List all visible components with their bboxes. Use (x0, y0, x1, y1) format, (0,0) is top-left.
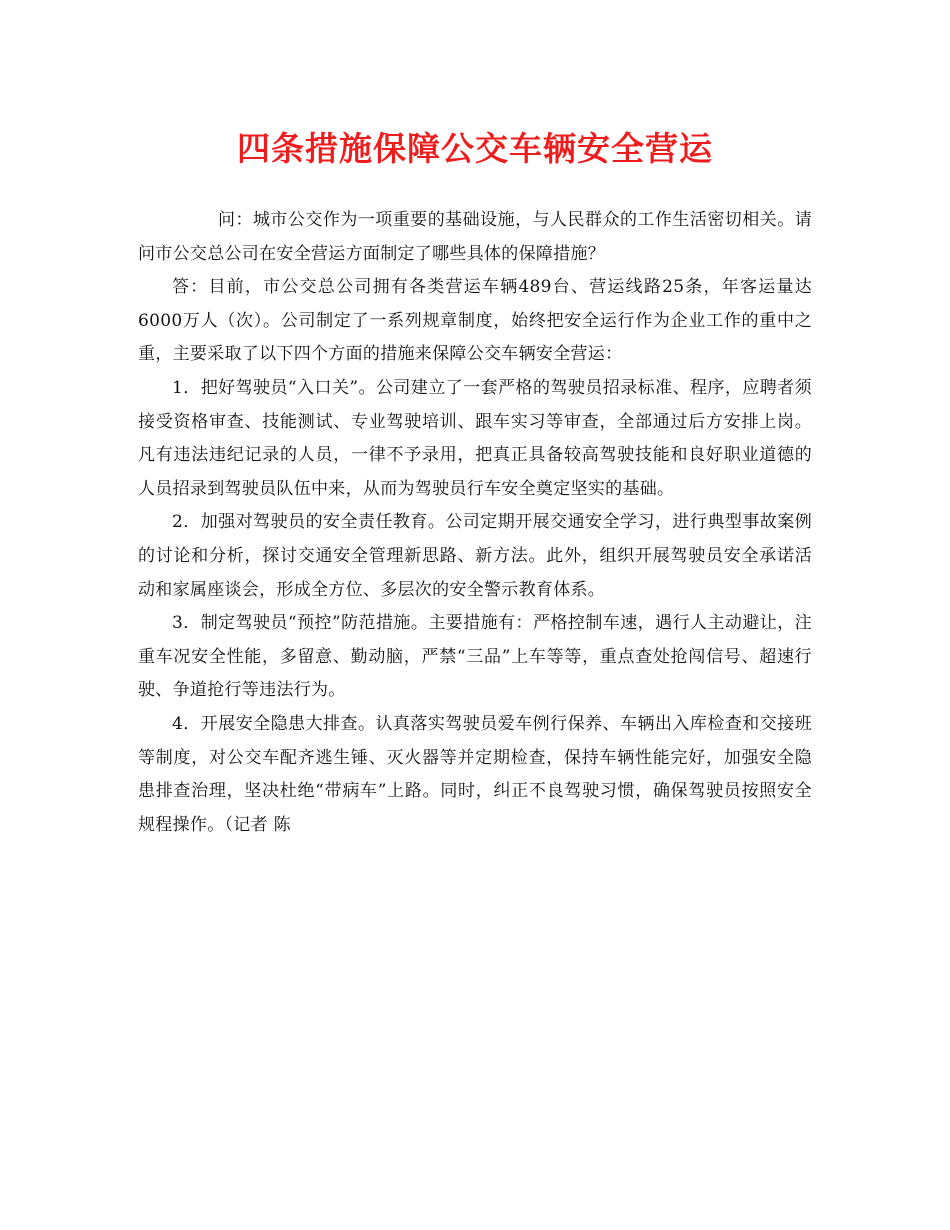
measure-2-paragraph: 2．加强对驾驶员的安全责任教育。公司定期开展交通安全学习，进行典型事故案例的讨论和分析，探讨交通安全管理新思路、新方法。此外，组织开展驾驶员安全承诺活动和家属座谈会，形成全方位、多层次的安全警示教育体系。 (138, 512, 812, 600)
document-title: 四条措施保障公交车辆安全营运 (237, 129, 713, 168)
question-paragraph: 问：城市公交作为一项重要的基础设施，与人民群众的工作生活密切相关。请问市公交总公司在安全营运方面制定了哪些具体的保障措施？ (138, 210, 812, 264)
measure-3-paragraph: 3．制定驾驶员“预控”防范措施。主要措施有：严格控制车速，遇行人主动避让，注重车况安全性能，多留意、勤动脑，严禁“三品”上车等等，重点查处抢闯信号、超速行驶、争道抢行等违法行为。 (138, 613, 812, 701)
answer-intro-paragraph: 答：目前，市公交总公司拥有各类营运车辆489台、营运线路25条，年客运量达6000万人（次）。公司制定了一系列规章制度，始终把安全运行作为企业工作的重中之重，主要采取了以下四个方面的措施来保障公交车辆安全营运： (138, 277, 812, 365)
measure-4-paragraph: 4．开展安全隐患大排查。认真落实驾驶员爱车例行保养、车辆出入库检查和交接班等制度，对公交车配齐逃生锤、灭火器等并定期检查，保持车辆性能完好，加强安全隐患排查治理，坚决杜绝“带病车”上路。同时，纠正不良驾驶习惯，确保驾驶员按照安全规程操作。（记者 陈 (138, 713, 812, 835)
measure-1-paragraph: 1．把好驾驶员“入口关”。公司建立了一套严格的驾驶员招录标准、程序，应聘者须接受资格审查、技能测试、专业驾驶培训、跟车实习等审查，全部通过后方安排上岗。凡有违法违纪记录的人员，一律不予录用，把真正具备较高驾驶技能和良好职业道德的人员招录到驾驶员队伍中来，从而为驾驶员行车安全奠定坚实的基础。 (138, 377, 812, 499)
document-body (138, 204, 812, 842)
